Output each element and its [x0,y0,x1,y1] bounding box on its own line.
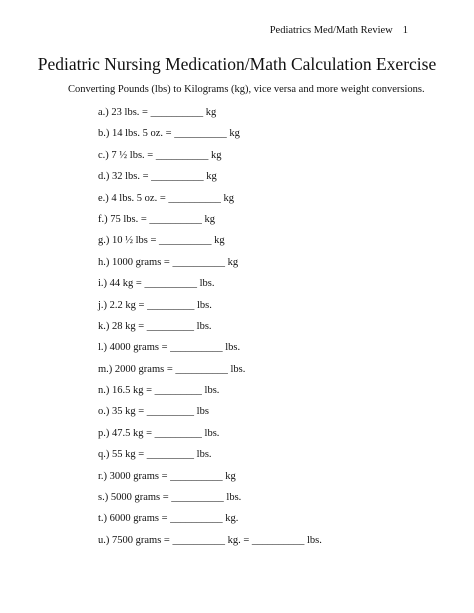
problem-item: r.) 3000 grams = __________ kg [98,470,236,482]
problem-item: j.) 2.2 kg = _________ lbs. [98,299,212,311]
problem-item: d.) 32 lbs. = __________ kg [98,171,217,183]
page-number: 1 [402,25,408,36]
running-header [270,25,408,36]
document-subtitle: Converting Pounds (lbs) to Kilograms (kg), vice versa and more weight conversions. [68,84,425,95]
problem-item: m.) 2000 grams = __________ lbs. [98,363,246,375]
problem-item: b.) 14 lbs. 5 oz. = __________ kg [98,128,240,140]
problem-item: t.) 6000 grams = __________ kg. [98,513,239,525]
problem-item: p.) 47.5 kg = _________ lbs. [98,427,220,439]
problem-item: s.) 5000 grams = __________ lbs. [98,492,242,504]
header-title: Pediatrics Med/Math Review [269,25,393,36]
problem-item: a.) 23 lbs. = __________ kg [98,107,217,118]
problem-list [98,102,322,551]
problem-item: c.) 7 ½ lbs. = __________ kg [98,149,222,161]
problem-item: k.) 28 kg = _________ lbs. [98,320,212,332]
problem-item: o.) 35 kg = _________ lbs [98,406,209,418]
problem-item: n.) 16.5 kg = _________ lbs. [98,385,220,397]
problem-item: q.) 55 kg = _________ lbs. [98,449,212,461]
problem-item: i.) 44 kg = __________ lbs. [98,278,215,290]
problem-item: f.) 75 lbs. = __________ kg [98,213,216,225]
problem-item: l.) 4000 grams = __________ lbs. [98,342,241,354]
problem-item: e.) 4 lbs. 5 oz. = __________ kg [98,192,234,204]
problem-item: u.) 7500 grams = __________ kg. = __________ lbs. [98,534,322,546]
document-title: Pediatric Nursing Medication/Math Calculation Exercise [37,54,437,74]
problem-item: g.) 10 ½ lbs = __________ kg [98,235,225,247]
problem-item: h.) 1000 grams = __________ kg [98,256,239,268]
